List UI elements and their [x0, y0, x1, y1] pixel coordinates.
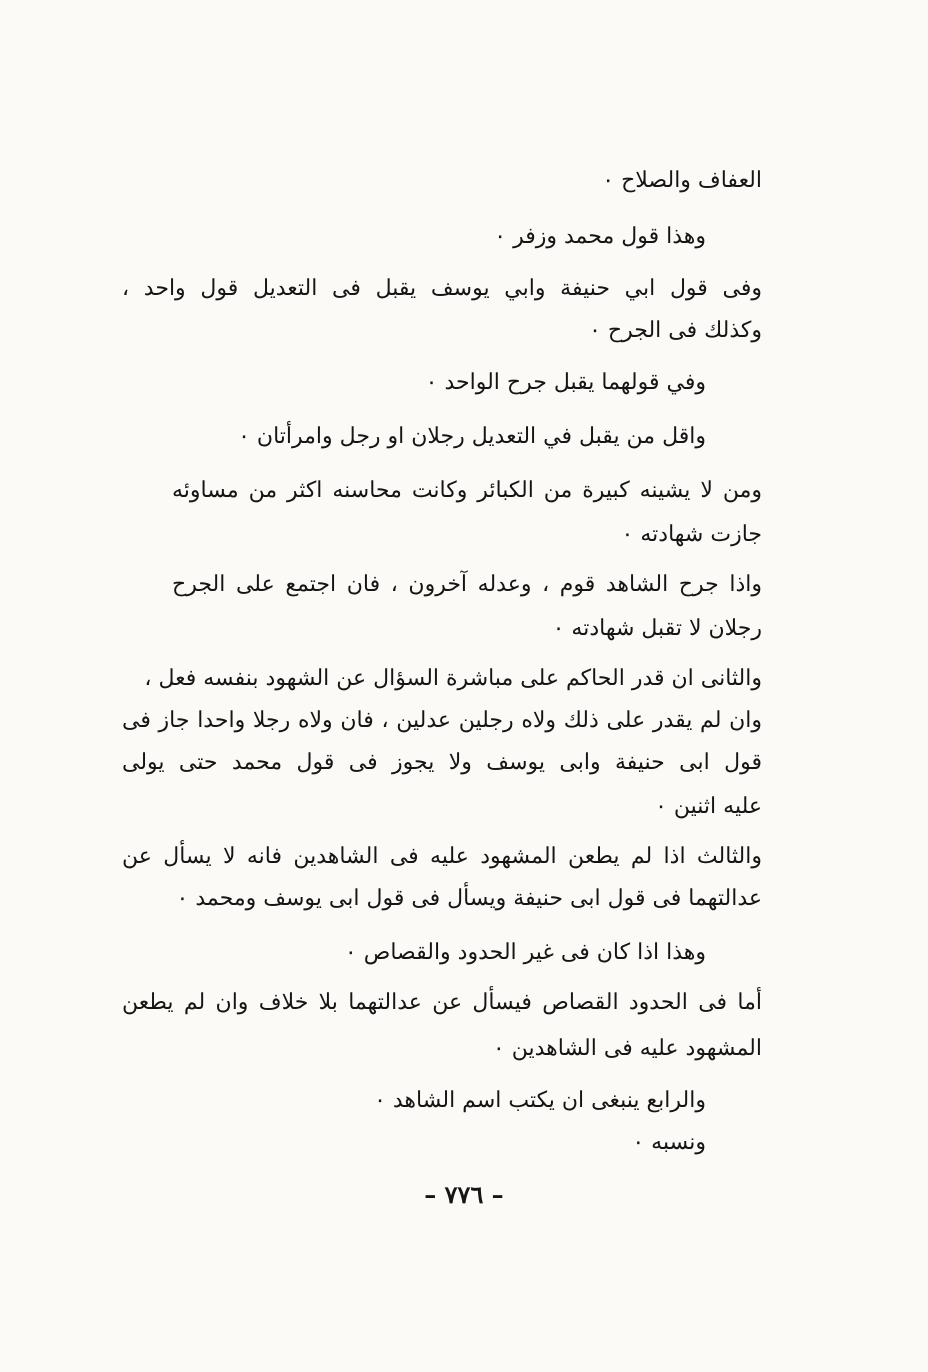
text-line: قول ابى حنيفة وابى يوسف ولا يجوز فى قول محمد حتى يولى [122, 750, 762, 775]
page-number: – ٧٧٦ – [424, 1180, 504, 1209]
text-line: وكذلك فى الجرح ٠ [589, 318, 762, 343]
text-line: وان لم يقدر على ذلك ولاه رجلين عدلين ، فان ولاه رجلا واحدا جاز فى [122, 708, 762, 733]
text-line: وفي قولهما يقبل جرح الواحد ٠ [425, 370, 706, 395]
text-line: المشهود عليه فى الشاهدين ٠ [492, 1036, 762, 1061]
text-line: وهذا اذا كان فى غير الحدود والقصاص ٠ [344, 940, 706, 965]
text-line: ومن لا يشينه كبيرة من الكبائر وكانت محاسنه اكثر من مساوئه [172, 478, 762, 503]
text-line: عدالتهما فى قول ابى حنيفة ويسأل فى قول ابى يوسف ومحمد ٠ [176, 886, 762, 911]
text-line: العفاف والصلاح ٠ [602, 168, 762, 193]
text-line: واذا جرح الشاهد قوم ، وعدله آخرون ، فان اجتمع على الجرح [172, 572, 762, 597]
text-line: أما فى الحدود القصاص فيسأل عن عدالتهما بلا خلاف وان لم يطعن [122, 990, 762, 1015]
text-line: وهذا قول محمد وزفر ٠ [494, 224, 706, 249]
text-line: والرابع ينبغى ان يكتب اسم الشاهد ٠ [374, 1088, 706, 1113]
text-line: والثالث اذا لم يطعن المشهود عليه فى الشاهدين فانه لا يسأل عن [122, 844, 762, 869]
text-line: واقل من يقبل في التعديل رجلان او رجل وامرأتان ٠ [238, 424, 706, 449]
text-line: والثانى ان قدر الحاكم على مباشرة السؤال عن الشهود بنفسه فعل ، [144, 666, 762, 691]
text-line: جازت شهادته ٠ [621, 522, 762, 547]
text-line: عليه اثنين ٠ [655, 794, 762, 819]
text-line: ونسبه ٠ [632, 1130, 706, 1155]
text-line: رجلان لا تقبل شهادته ٠ [552, 616, 762, 641]
text-line: وفى قول ابي حنيفة وابي يوسف يقبل فى التعديل قول واحد ، [122, 276, 762, 301]
